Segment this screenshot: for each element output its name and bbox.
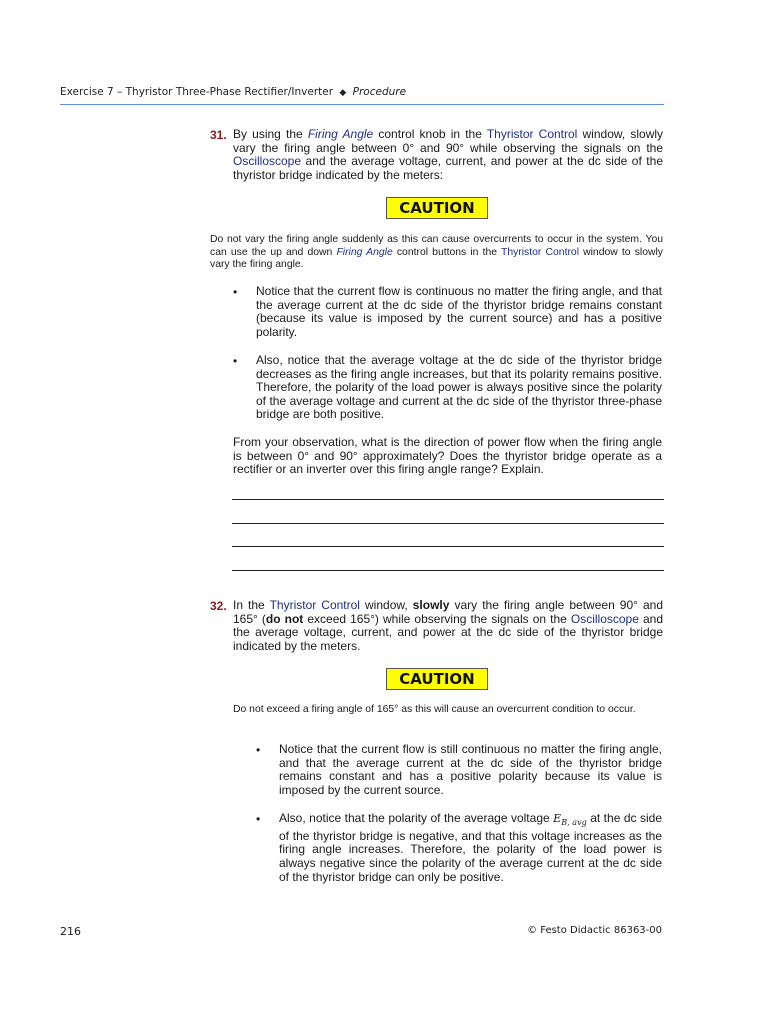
copyright: © Festo Didactic 86363-00 <box>527 925 662 936</box>
caution-badge: CAUTION <box>386 197 488 219</box>
caution-note-31 <box>210 234 663 272</box>
answer-line <box>232 546 664 547</box>
firing-angle-ref: Firing Angle <box>307 127 374 141</box>
step-31-bullet-2: Also, notice that the average voltage at the dc side of the thyristor bridge decreases as the firing angle increases, but that its polarity remains positive. Therefore, the polarity of the load power is always positive since the polarity of the average voltage and current at the dc side of the thyristor three-phase bridge are both positive. <box>256 353 662 422</box>
answer-line <box>232 570 664 571</box>
step-32-text-5: and the average voltage, current, and power at the dc side of the thyristor bridge indicated by the meters. <box>233 611 663 653</box>
step-31-instruction <box>233 128 663 182</box>
diamond-separator-icon: ◆ <box>339 88 347 98</box>
math-subscript: B, avg <box>561 818 587 828</box>
thyristor-control-ref: Thyristor Control <box>486 127 578 141</box>
caution-31-text-1: Do not vary the firing angle suddenly as this can cause overcurrents to occur in the system. You can use the up and down <box>210 234 663 258</box>
do-not-emphasis: do not <box>265 611 304 626</box>
step-32-bullet-2-text-2: at the dc side of the thyristor bridge is negative, and that this voltage increases as the firing angle increases. Therefore, the polarity of the load power is always negative since the polarity of the average current at the dc side of the thyristor bridge can only be positive. <box>279 811 663 884</box>
answer-line <box>232 523 664 524</box>
step-32-text-3: vary the firing angle between 90° and 165° ( <box>233 598 664 626</box>
step-32-number: 32. <box>210 599 227 613</box>
answer-line <box>232 499 664 500</box>
bullet-icon: • <box>233 354 238 368</box>
step-32-text-4: exceed 165°) while observing the signals on the <box>303 611 571 626</box>
header-divider <box>60 104 664 105</box>
step-31-number: 31. <box>210 128 227 142</box>
header-section: Procedure <box>352 86 407 98</box>
caution-thyristor-control-ref: Thyristor Control <box>500 246 579 258</box>
bullet-icon: • <box>233 285 238 299</box>
caution-note-32: Do not exceed a firing angle of 165° as this will cause an overcurrent condition to occur. <box>233 704 636 715</box>
step-31-text-2: control knob in the <box>373 127 487 141</box>
step-31-bullet-1: Notice that the current flow is continuous no matter the firing angle, and that the average current at the dc side of the thyristor bridge remains constant (because its value is imposed by the current source) and has a positive polarity. <box>256 284 662 339</box>
step-31-text-1: By using the <box>233 127 308 141</box>
bullet-icon: • <box>256 743 261 757</box>
caution-31-text-3: window to slowly vary the firing angle. <box>210 246 663 271</box>
running-header <box>60 86 406 98</box>
step-32-bullet-2 <box>279 812 662 884</box>
header-title: Exercise 7 – Thyristor Three-Phase Rectifier/Inverter <box>60 86 334 98</box>
caution-firing-angle-ref: Firing Angle <box>336 246 393 258</box>
oscilloscope-ref: Oscilloscope <box>570 611 639 626</box>
math-base: E <box>553 812 562 825</box>
caution-31-text-2: control buttons in the <box>392 246 501 258</box>
oscilloscope-ref: Oscilloscope <box>233 154 302 169</box>
caution-badge: CAUTION <box>386 668 488 690</box>
slowly-emphasis: slowly <box>412 598 450 612</box>
step-32-bullet-1: Notice that the current flow is still continuous no matter the firing angle, and that the average current at the dc side of the thyristor bridge remains constant and has a positive polarity because its value is imposed by the current source. <box>279 742 662 797</box>
math-variable <box>553 812 587 828</box>
step-32-text-1: In the <box>233 598 270 612</box>
step-32-bullet-2-text-1: Also, notice that the polarity of the average voltage <box>279 811 554 825</box>
bullet-icon: • <box>256 812 261 826</box>
step-31-question: From your observation, what is the direction of power flow when the firing angle is between 0° and 90° approximately? Does the thyristor bridge operate as a rectifier or an inverter over this firing angle range? Explain. <box>233 435 662 477</box>
step-32-instruction <box>233 599 663 653</box>
page-number: 216 <box>60 925 81 938</box>
step-32-text-2: window, <box>359 598 413 612</box>
step-31-text-4: and the average voltage, current, and power at the dc side of the thyristor bridge indicated by the meters: <box>233 154 663 182</box>
step-31-text-3: window, slowly vary the firing angle between 0° and 90° while observing the signals on the <box>233 127 664 155</box>
thyristor-control-ref: Thyristor Control <box>269 598 360 612</box>
